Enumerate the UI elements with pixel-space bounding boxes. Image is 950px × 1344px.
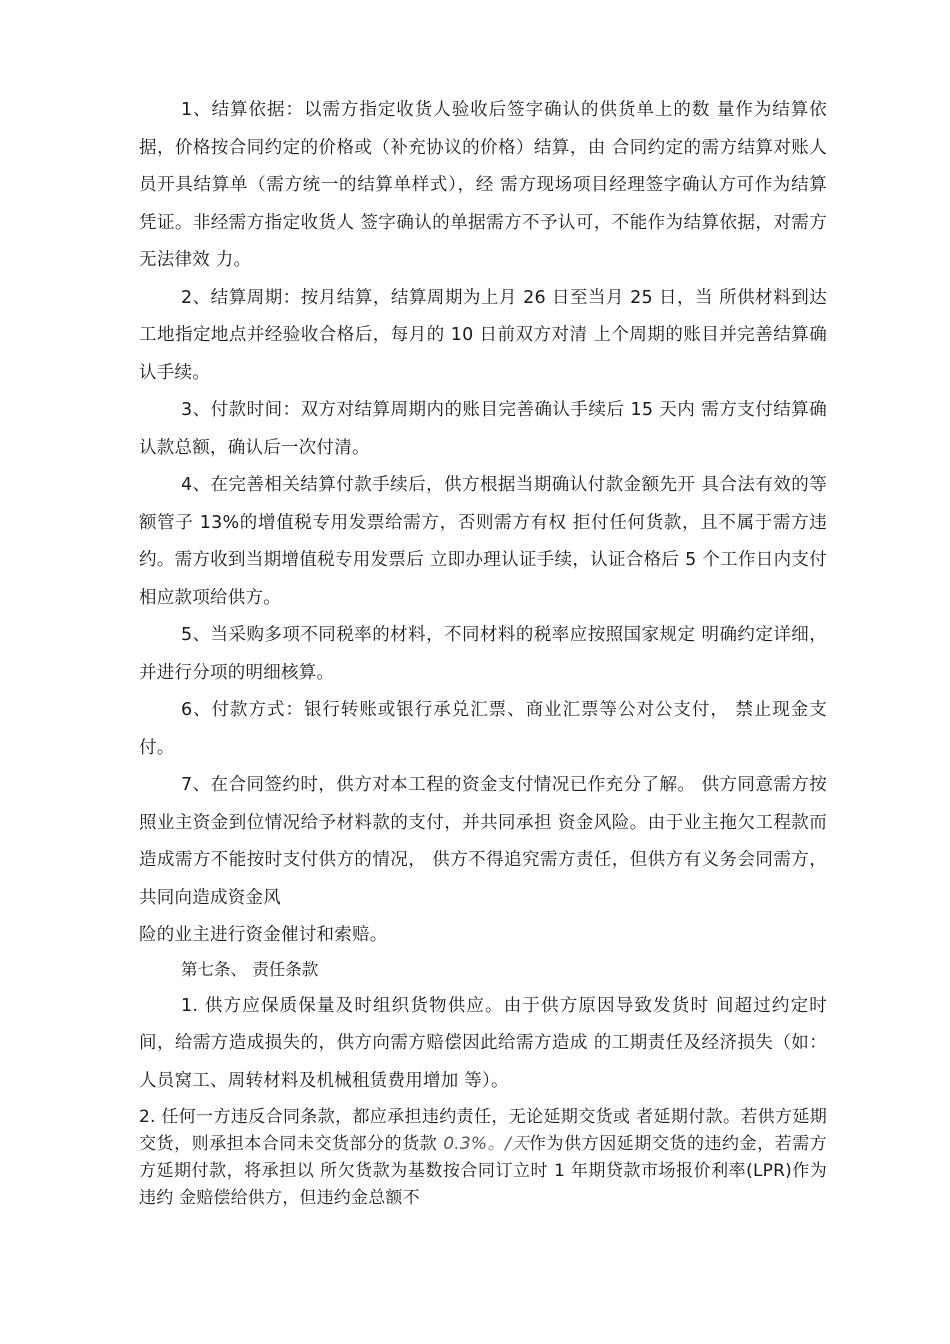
clause-1: 1. 供方应保质保量及时组织货物供应。由于供方原因导致发货时 间超过约定时间，给需方造成损失的，供方向需方赔偿因此给需方造成 的工期责任及经济损失（如：人员窝工、周转材料及机械租赁费用增加 等）。	[139, 995, 827, 1091]
paragraph-settlement-period: 2、结算周期：按月结算，结算周期为上月 26 日至当月 25 日，当 所供材料到达工地指定地点并经验收合格后，每月的 10 日前双方对清 上个周期的账目并完善结算确认手续。	[139, 287, 827, 383]
paragraph-payment-time: 3、付款时间：双方对结算周期内的账目完善确认手续后 15 天内 需方支付结算确认款总额，确认后一次付清。	[139, 400, 827, 458]
clause-2	[139, 1104, 827, 1212]
paragraph-tax-rate: 5、当采购多项不同税率的材料，不同材料的税率应按照国家规定 明确约定详细，并进行分项的明细核算。	[139, 625, 827, 683]
paragraph-invoice: 4、在完善相关结算付款手续后，供方根据当期确认付款金额先开 具合法有效的等额管子 13%的增值税专用发票给需方，否则需方有权 拒付任何货款，且不属于需方违约。需方收到当期增值税专用发票后 立即办理认证手续，认证合格后 5 个工作日内支付相应款项给供方。	[139, 475, 827, 608]
section-heading: 第七条、 责任条款	[181, 959, 319, 979]
document-body	[139, 92, 827, 1212]
paragraph-payment-method: 6、付款方式：银行转账或银行承兑汇票、商业汇票等公对公支付， 禁止现金支付。	[139, 700, 827, 758]
paragraph-fund-risk: 7、在合同签约时，供方对本工程的资金支付情况已作充分了解。 供方同意需方按照业主资金到位情况给予材料款的支付，并共同承担 资金风险。由于业主拖欠工程款而造成需方不能按时支付供方的情况， 供方不得追究需方责任，但供方有义务会同需方，共同向造成资金风	[139, 775, 827, 908]
paragraph-continuation: 险的业主进行资金催讨和索赔。	[139, 925, 388, 945]
clause-2-rate: 0.3%。/天	[443, 1134, 529, 1154]
paragraph-settlement-basis: 1、结算依据：以需方指定收货人验收后签字确认的供货单上的数 量作为结算依据，价格按合同约定的价格或（补充协议的价格）结算，由 合同约定的需方结算对账人员开具结算单（需方统一的结算单样式），经 需方现场项目经理签字确认方可作为结算凭证。非经需方指定收货人 签字确认的单据需方不予认可，不能作为结算依据，对需方无法律效 力。	[139, 100, 827, 270]
clause-2-part1: 2. 任何一方违反合同条款，都应承担违约责任，无论延期交货或 者延期付款。若供方延期交货，则承担本合同未交货部分的货款	[139, 1107, 827, 1154]
clause-2-part2: 作为供方因延期交货的违约金，若需方方延期付款，将承担以 所欠货款为基数按合同订立时 1 年期贷款市场报价利率(LPR)作为违约 金赔偿给供方，但违约金总额不	[139, 1134, 827, 1208]
